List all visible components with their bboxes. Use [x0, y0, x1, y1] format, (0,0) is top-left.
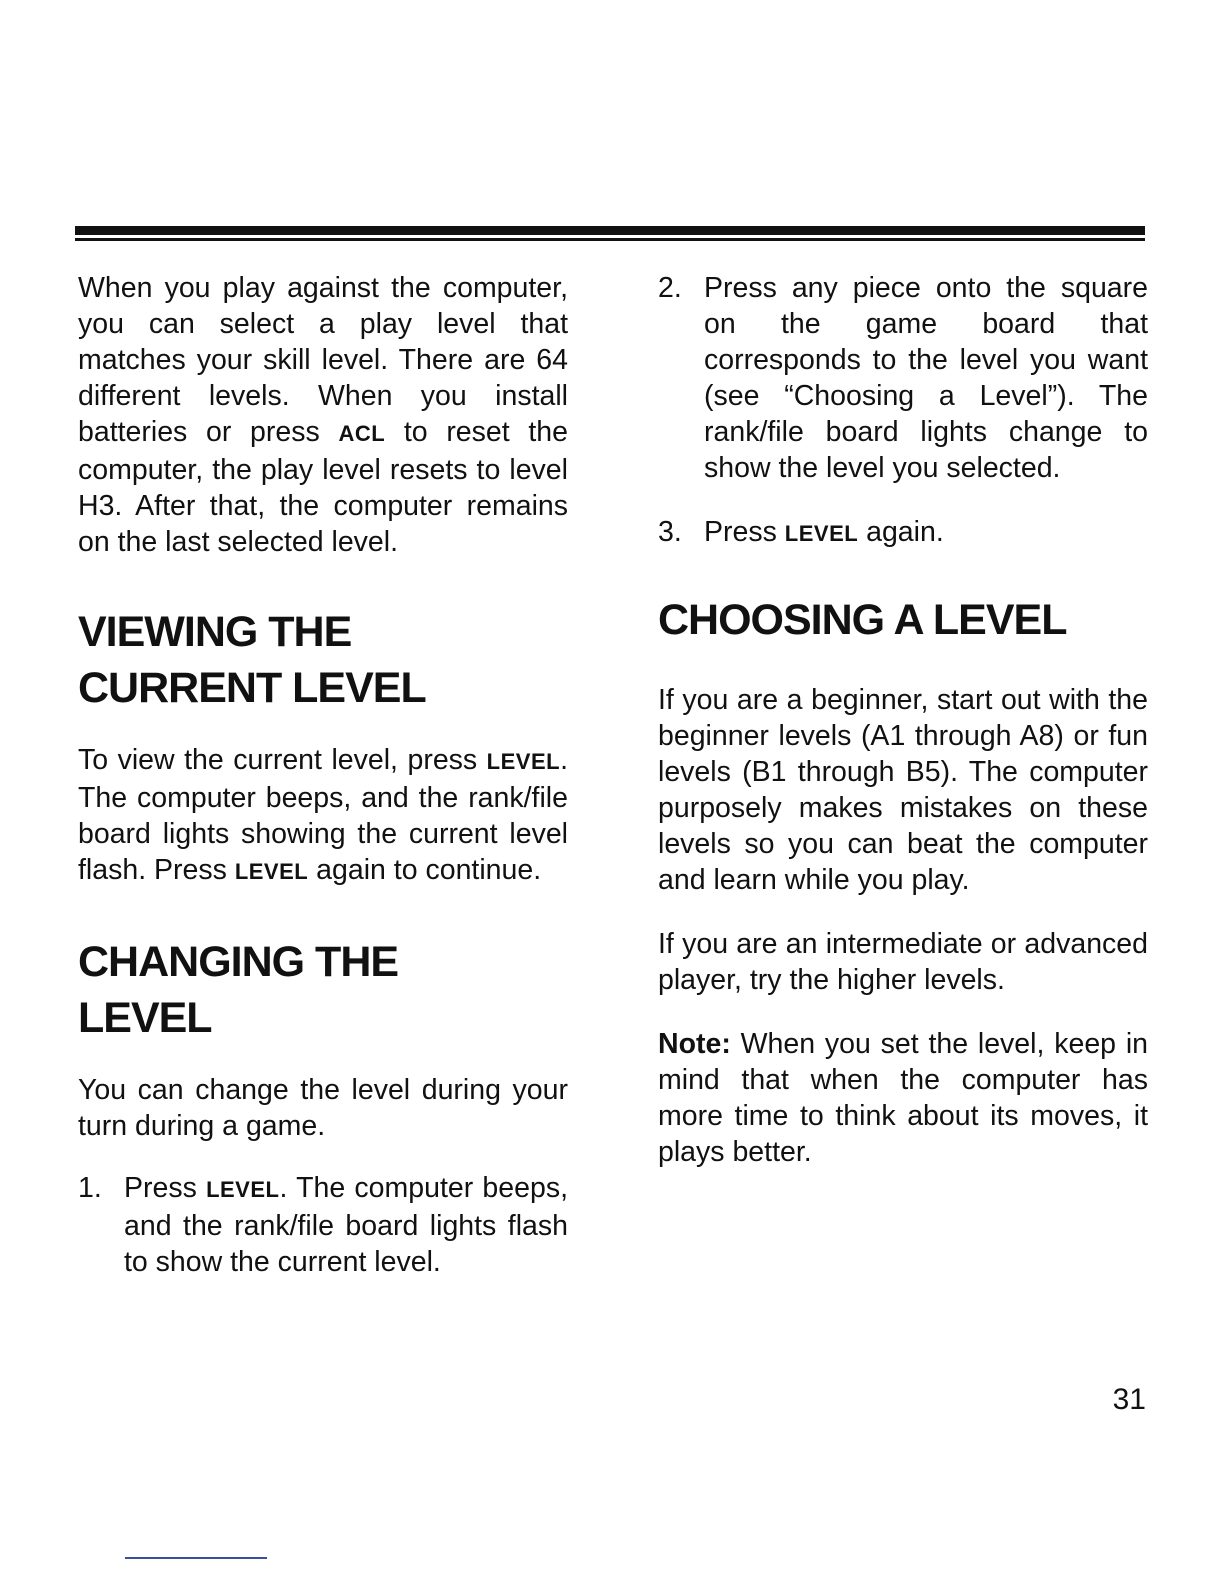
step-3: 3. Press LEVEL again. [658, 516, 944, 548]
level-key: LEVEL [486, 749, 561, 774]
top-rule-thin [75, 238, 1145, 241]
right-column [658, 270, 1148, 1170]
left-column [78, 270, 568, 1280]
step-number: 3. [658, 516, 682, 548]
top-rule-thick [75, 226, 1145, 235]
choosing-paragraph-1: If you are a beginner, start out with the beginner levels (A1 through A8) or fun levels (B1 through B5). The computer purposely makes mistakes on these levels so you can beat the computer and learn while you play. [658, 684, 1148, 896]
page-number: 31 [1112, 1383, 1146, 1416]
note-paragraph: Note: When you set the level, keep in mind that when the computer has more time to think about its moves, it plays better. [658, 1028, 1148, 1168]
viewing-heading: VIEWING THE CURRENT LEVEL [78, 608, 426, 712]
choosing-paragraph-2: If you are an intermediate or advanced player, try the higher levels. [658, 928, 1148, 996]
step-number: 2. [658, 272, 682, 304]
step-2: 2. Press any piece onto the square on the game board that corresponds to the level you want (see “Choosing a Level”). The rank/file board lights change to show the level you selected. [658, 272, 1148, 484]
level-key: LEVEL [234, 859, 309, 884]
changing-intro: You can change the level during your turn during a game. [78, 1074, 568, 1142]
level-key: LEVEL [206, 1177, 280, 1202]
bottom-edge-mark [125, 1557, 267, 1559]
acl-key: ACL [338, 421, 386, 446]
step-number: 1. [78, 1172, 102, 1204]
viewing-paragraph: To view the current level, press LEVEL. The computer beeps, and the rank/file board lights showing the current level flash. Press LEVEL again to continue. [78, 744, 568, 886]
intro-paragraph: When you play against the computer, you can select a play level that matches your skill level. There are 64 different levels. When you install batteries or press ACL to reset the computer, the play level resets to level H3. After that, the computer remains on the last selected level. [78, 272, 568, 558]
note-label: Note: [658, 1028, 731, 1060]
step-1: 1. Press LEVEL. The computer beeps, and the rank/file board lights flash to show the current level. [78, 1172, 568, 1278]
level-key: LEVEL [784, 521, 859, 546]
changing-heading: CHANGING THE LEVEL [78, 938, 399, 1042]
choosing-heading: CHOOSING A LEVEL [658, 596, 1067, 644]
